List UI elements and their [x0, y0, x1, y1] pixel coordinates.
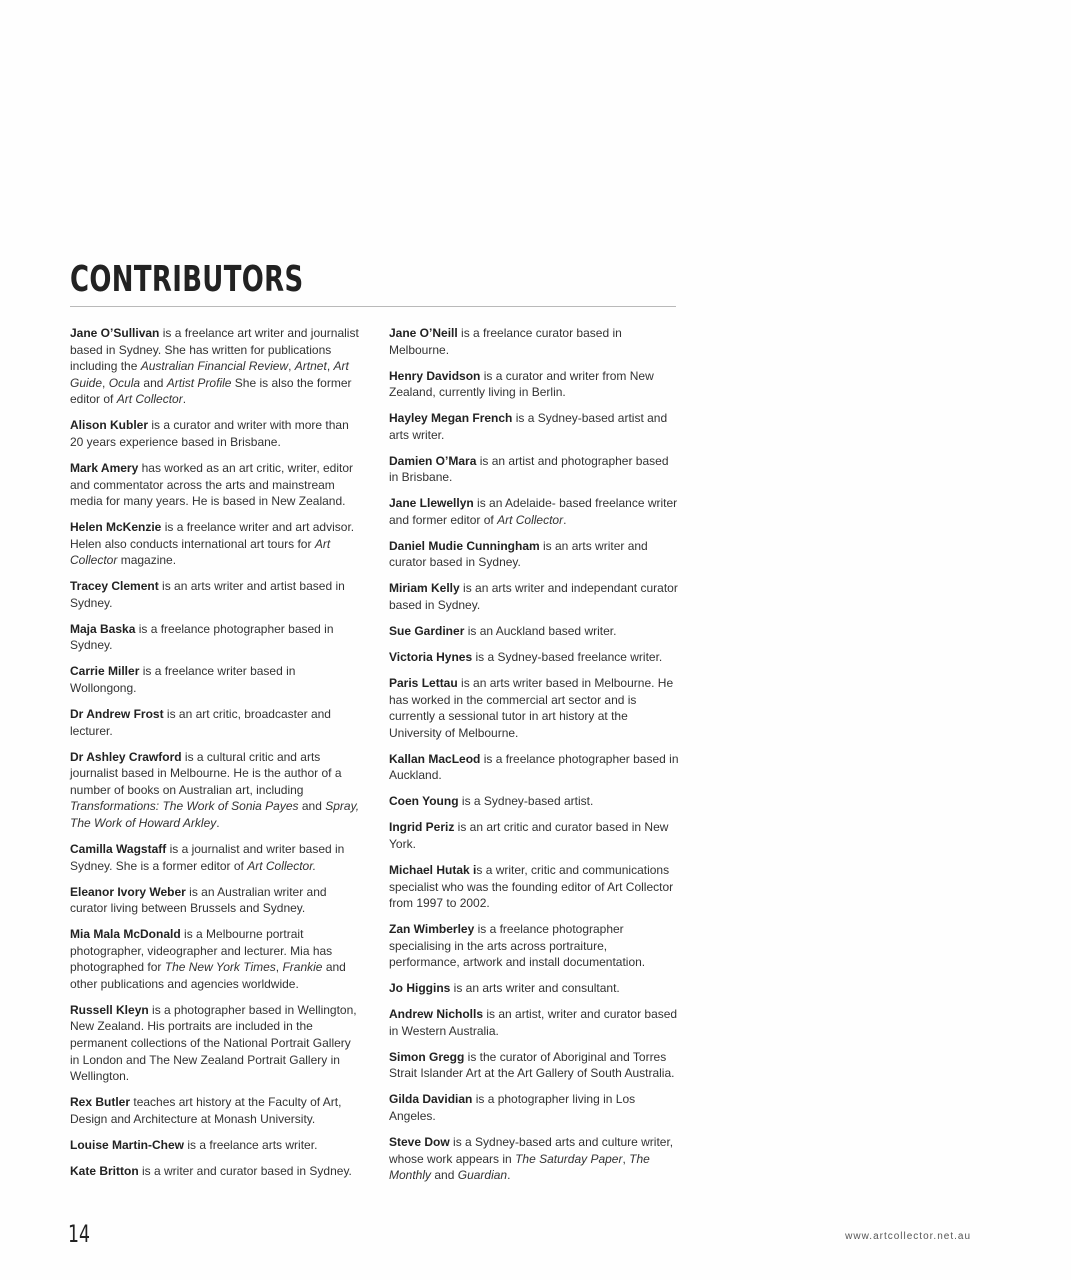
- contributor-entry: [70, 749, 360, 832]
- contributor-bio-text: has worked as an art critic, writer, editor and commentator across the arts and mainstream media for many years. He is based in New Zealand.: [70, 460, 354, 509]
- contributor-entry: [70, 884, 360, 917]
- contributor-bio-text: .: [507, 1168, 511, 1183]
- page-title: CONTRIBUTORS: [70, 259, 304, 300]
- contributor-bio-text: is a freelance art writer and journalist based in Sydney. She has written for publications including the: [70, 326, 359, 374]
- contributor-name: Andrew Nicholls: [389, 1007, 484, 1022]
- contributor-bio-text: is the curator of Aboriginal and Torres Strait Islander Art at the Art Gallery of South Australia.: [389, 1049, 675, 1081]
- contributor-entry: [389, 325, 679, 358]
- contributor-bio-text: is a Melbourne portrait photographer, videographer and lecturer. Mia has photographed for: [70, 927, 333, 975]
- contributor-name: Maja Baska: [70, 621, 136, 636]
- publication-title: The New York Times: [164, 960, 276, 975]
- contributor-bio-text: is a curator and writer with more than 20 years experience based in Brisbane.: [70, 418, 349, 449]
- contributor-bio-text: is a Sydney-based artist.: [458, 794, 594, 809]
- contributor-bio-text: is an arts writer and artist based in Sydney.: [70, 579, 345, 610]
- publication-title: Ocula: [108, 375, 141, 390]
- contributor-bio-text: is a writer and curator based in Sydney.: [138, 1163, 352, 1178]
- contributor-bio-text: ,: [326, 359, 334, 374]
- contributor-name: Coen Young: [389, 794, 459, 809]
- contributor-name: Damien O’Mara: [389, 453, 477, 468]
- contributor-entry: [389, 751, 679, 784]
- contributor-bio-text: is a freelance photographer based in Sydney.: [70, 621, 334, 653]
- contributor-bio-text: is a cultural critic and arts journalist based in Melbourne. He is the author of a number of books on Australian art, including: [70, 749, 342, 797]
- contributor-bio-text: is a freelance photographer based in Auckland.: [389, 751, 679, 783]
- contributor-bio-text: is an arts writer and consultant.: [450, 981, 620, 996]
- contributor-name: Dr Ashley Crawford: [70, 749, 182, 764]
- contributor-bio-text: and: [431, 1168, 458, 1183]
- contributor-name: Tracey Clement: [70, 579, 159, 594]
- contributor-bio-text: .: [216, 815, 220, 830]
- contributor-bio-text: is a Sydney-based arts and culture writer, whose work appears in: [389, 1134, 674, 1166]
- contributor-bio-text: is an artist, writer and curator based in Western Australia.: [389, 1007, 678, 1038]
- contributor-entry: [389, 623, 679, 640]
- publication-title: Art Collector: [70, 536, 331, 568]
- title-divider: [70, 306, 676, 307]
- contributor-entry: [389, 1134, 679, 1184]
- contributor-entry: [389, 675, 679, 741]
- contributor-entry: [389, 410, 679, 443]
- contributor-name: Michael Hutak i: [389, 862, 477, 877]
- contributor-bio-text: is an arts writer and curator based in Sydney.: [389, 538, 648, 570]
- contributor-bio-text: is a freelance photographer specialising in the arts across portraiture, performance, artwork and install documentation.: [389, 922, 646, 970]
- contributor-entry: [70, 663, 360, 696]
- contributor-bio-text: is a journalist and writer based in Sydney. She is a former editor of: [70, 841, 345, 873]
- contributor-bio-text: is a freelance writer and art advisor. Helen also conducts international art tours for: [70, 520, 355, 551]
- contributor-entry: [389, 495, 679, 528]
- publication-title: Guardian: [457, 1168, 508, 1183]
- page-number: 14: [68, 1220, 90, 1248]
- contributor-entry: [70, 1002, 360, 1085]
- contributor-bio-text: is a Sydney-based artist and arts writer.: [389, 411, 668, 442]
- publication-title: Transformations: The Work of Sonia Payes: [70, 799, 299, 814]
- contributor-bio-text: ,: [622, 1151, 630, 1166]
- contributor-entry: [389, 649, 679, 666]
- contributor-name: Daniel Mudie Cunningham: [389, 538, 540, 553]
- contributor-entry: [389, 1049, 679, 1082]
- publication-title: Frankie: [282, 960, 323, 975]
- publication-title: Art Guide: [70, 359, 349, 390]
- contributor-entry: [70, 460, 360, 510]
- contributor-bio-text: and: [140, 375, 167, 390]
- contributor-bio-text: is a photographer based in Wellington, New Zealand. His portraits are included in the permanent collections of the National Portrait Gallery in London and The New Zealand Portrait Gallery in Wellington.: [70, 1002, 357, 1084]
- contributor-bio-text: .: [182, 392, 187, 407]
- contributor-entry: [389, 980, 679, 997]
- contributor-bio-text: She is also the former editor of: [70, 375, 352, 407]
- contributor-entry: [70, 841, 360, 874]
- contributor-entry: [389, 538, 679, 571]
- contributor-name: Gilda Davidian: [389, 1092, 473, 1107]
- contributor-entry: [389, 921, 679, 971]
- contributor-name: Dr Andrew Frost: [70, 707, 164, 722]
- contributor-name: Miriam Kelly: [389, 581, 460, 596]
- contributor-entry: [70, 1094, 360, 1127]
- contributor-name: Helen McKenzie: [70, 520, 162, 535]
- publication-title: Artnet: [294, 359, 327, 374]
- contributor-name: Jane Llewellyn: [389, 496, 474, 511]
- contributor-entry: [70, 706, 360, 739]
- contributor-name: Hayley Megan French: [389, 411, 513, 426]
- contributor-entry: [389, 1006, 679, 1039]
- contributor-entry: [70, 1137, 360, 1154]
- contributor-bio-text: teaches art history at the Faculty of Art, Design and Architecture at Monash University.: [70, 1095, 342, 1126]
- publication-title: Art Collector: [497, 512, 564, 527]
- contributor-bio-text: is a freelance arts writer.: [184, 1137, 318, 1152]
- contributor-bio-text: s a writer, critic and communications specialist who was the founding editor of Art Collector from 1997 to 2002.: [389, 862, 674, 911]
- contributor-bio-text: is a curator and writer from New Zealand, currently living in Berlin.: [389, 368, 654, 400]
- contributor-name: Zan Wimberley: [389, 922, 475, 937]
- contributor-bio-text: is a Sydney-based freelance writer.: [472, 650, 663, 665]
- contributor-name: Ingrid Periz: [389, 820, 455, 835]
- contributor-bio-text: is an Adelaide- based freelance writer and former editor of: [389, 496, 678, 527]
- contributor-bio-text: is a freelance writer based in Wollongong.: [70, 664, 296, 696]
- publication-title: Australian Financial Review: [140, 359, 289, 374]
- contributor-bio-text: is an arts writer and independant curator based in Sydney.: [389, 581, 678, 613]
- contributor-name: Alison Kubler: [70, 418, 149, 433]
- contributor-bio-text: is a photographer living in Los Angeles.: [389, 1092, 636, 1123]
- contributor-name: Mark Amery: [70, 460, 139, 475]
- contributor-name: Henry Davidson: [389, 368, 481, 383]
- contributor-bio-text: is a freelance curator based in Melbourne.: [389, 326, 622, 357]
- contributor-bio-text: is an arts writer based in Melbourne. He has worked in the commercial art sector and is currently a sessional tutor in art history at the University of Melbourne.: [389, 676, 674, 740]
- contributor-name: Carrie Miller: [70, 664, 140, 679]
- contributor-entry: [70, 926, 360, 992]
- contributor-entry: [70, 621, 360, 654]
- contributor-entry: [389, 580, 679, 613]
- contributor-bio-text: is an art critic and curator based in New York.: [389, 820, 669, 851]
- contributor-name: Jane O’Neill: [389, 326, 458, 340]
- contributor-bio-text: magazine.: [117, 553, 177, 568]
- publication-title: Artist Profile: [166, 375, 232, 390]
- contributors-left-column: [70, 325, 360, 1189]
- publication-title: Spray, The Work of Howard Arkley: [70, 799, 360, 830]
- contributor-bio-text: and: [298, 799, 326, 814]
- contributor-name: Camilla Wagstaff: [70, 841, 167, 856]
- publication-title: Art Collector: [116, 392, 183, 407]
- publication-title: The Saturday Paper: [515, 1151, 623, 1166]
- contributor-entry: [389, 368, 679, 401]
- contributor-entry: [389, 793, 679, 810]
- contributor-name: Sue Gardiner: [389, 624, 465, 639]
- contributor-bio-text: is an Auckland based writer.: [464, 624, 617, 639]
- contributor-bio-text: ,: [102, 375, 109, 390]
- contributor-name: Eleanor Ivory Weber: [70, 884, 186, 899]
- contributor-bio-text: is an art critic, broadcaster and lecturer.: [70, 707, 331, 738]
- contributor-entry: [70, 325, 360, 408]
- contributor-name: Jane O’Sullivan: [70, 326, 160, 340]
- contributor-entry: [389, 862, 679, 912]
- contributor-entry: [70, 1163, 360, 1180]
- contributor-name: Louise Martin-Chew: [70, 1137, 185, 1152]
- contributor-bio-text: ,: [288, 359, 295, 374]
- contributor-entry: [389, 1091, 679, 1124]
- contributor-name: Simon Gregg: [389, 1049, 465, 1064]
- contributor-name: Paris Lettau: [389, 676, 458, 691]
- publication-title: The Monthly: [389, 1151, 650, 1183]
- contributor-entry: [70, 417, 360, 450]
- contributor-bio-text: is an artist and photographer based in Brisbane.: [389, 453, 669, 485]
- contributors-right-column: [389, 325, 679, 1193]
- publication-title: Art Collector.: [247, 858, 317, 873]
- contributor-name: Kate Britton: [70, 1163, 139, 1178]
- contributor-entry: [70, 519, 360, 569]
- contributor-entry: [389, 819, 679, 852]
- contributor-name: Russell Kleyn: [70, 1002, 149, 1017]
- contributor-bio-text: .: [563, 512, 567, 527]
- contributor-name: Steve Dow: [389, 1134, 450, 1149]
- contributor-entry: [389, 453, 679, 486]
- website-url: www.artcollector.net.au: [845, 1231, 971, 1242]
- contributor-name: Jo Higgins: [389, 981, 451, 996]
- contributor-name: Victoria Hynes: [389, 650, 473, 665]
- contributor-bio-text: is an Australian writer and curator living between Brussels and Sydney.: [70, 884, 327, 916]
- contributor-name: Kallan MacLeod: [389, 751, 481, 766]
- contributor-bio-text: and other publications and agencies worldwide.: [70, 960, 346, 991]
- contributor-name: Mia Mala McDonald: [70, 927, 181, 942]
- contributor-entry: [70, 578, 360, 611]
- contributor-name: Rex Butler: [70, 1095, 131, 1110]
- contributor-bio-text: ,: [275, 960, 283, 975]
